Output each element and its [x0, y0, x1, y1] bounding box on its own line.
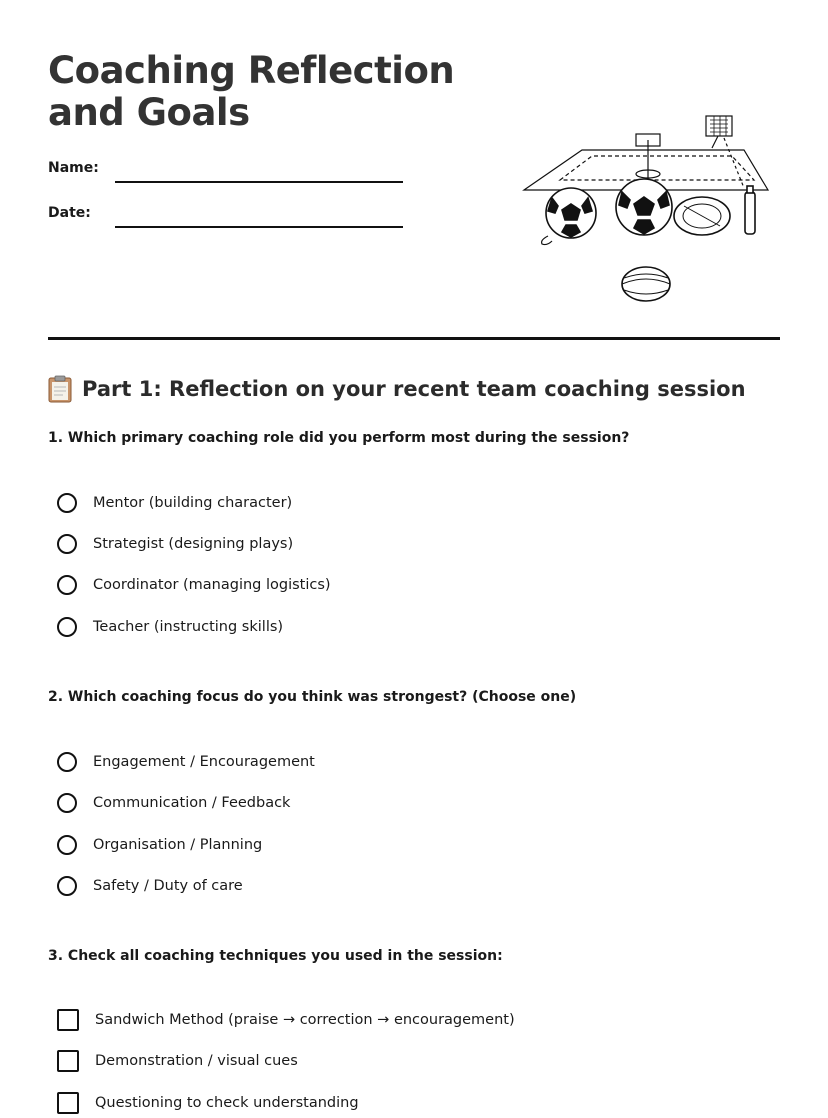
checkbox[interactable]: [57, 1092, 79, 1114]
radio-button[interactable]: [57, 617, 77, 637]
radio-button[interactable]: [57, 493, 77, 513]
radio-button[interactable]: [57, 534, 77, 554]
date-input-line[interactable]: [115, 226, 403, 228]
q1-option-coordinator[interactable]: [57, 572, 331, 598]
option-label: Safety / Duty of care: [93, 878, 243, 894]
option-label: Sandwich Method (praise → correction → encouragement): [95, 1012, 515, 1028]
option-label: Communication / Feedback: [93, 795, 291, 811]
q2-option-safety[interactable]: [57, 873, 243, 899]
q1-option-teacher[interactable]: [57, 614, 283, 640]
radio-button[interactable]: [57, 793, 77, 813]
q2-option-engagement[interactable]: [57, 749, 315, 775]
q3-option-questioning[interactable]: [57, 1090, 359, 1116]
q3-option-demonstration[interactable]: [57, 1048, 298, 1074]
question-2: 2. Which coaching focus do you think was strongest? (Choose one): [48, 689, 577, 705]
q3-option-sandwich-method[interactable]: [57, 1007, 515, 1033]
radio-button[interactable]: [57, 876, 77, 896]
q2-option-communication[interactable]: [57, 790, 290, 816]
name-input-line[interactable]: [115, 181, 403, 183]
date-field[interactable]: [48, 205, 408, 229]
q1-option-strategist[interactable]: [57, 531, 293, 557]
checkbox[interactable]: [57, 1050, 79, 1072]
option-label: Organisation / Planning: [93, 837, 263, 853]
radio-button[interactable]: [57, 835, 77, 855]
q2-option-organisation[interactable]: [57, 832, 262, 858]
option-label: Demonstration / visual cues: [95, 1053, 298, 1069]
question-1: 1. Which primary coaching role did you perform most during the session?: [48, 430, 630, 446]
part1-heading-text: Part 1: Reflection on your recent team coaching session: [82, 377, 746, 401]
option-label: Questioning to check understanding: [95, 1095, 359, 1111]
radio-button[interactable]: [57, 575, 77, 595]
checkbox[interactable]: [57, 1009, 79, 1031]
name-field[interactable]: [48, 160, 408, 184]
date-label: Date:: [48, 205, 91, 221]
sports-equipment-illustration: [518, 110, 774, 310]
header-divider: [48, 337, 780, 340]
q1-option-mentor[interactable]: [57, 490, 292, 516]
option-label: Teacher (instructing skills): [93, 619, 284, 635]
option-label: Engagement / Encouragement: [93, 754, 315, 770]
name-label: Name:: [48, 160, 99, 176]
option-label: Strategist (designing plays): [93, 536, 294, 552]
clipboard-icon: [48, 375, 72, 403]
option-label: Coordinator (managing logistics): [93, 577, 331, 593]
question-3: 3. Check all coaching techniques you used in the session:: [48, 948, 503, 964]
part1-heading: [48, 374, 746, 404]
radio-button[interactable]: [57, 752, 77, 772]
page-title: Coaching Reflection and Goals: [48, 49, 455, 134]
option-label: Mentor (building character): [93, 495, 293, 511]
